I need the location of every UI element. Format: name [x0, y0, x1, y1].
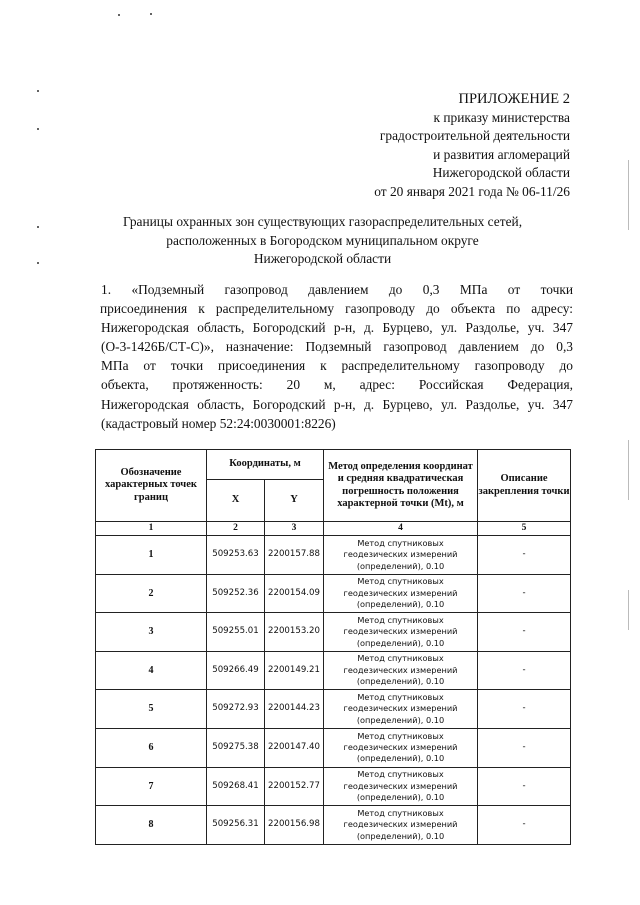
- scan-speck: [118, 14, 120, 16]
- coord-y: 2200157.88: [265, 536, 324, 575]
- point-number: 3: [96, 613, 207, 652]
- point-number: 8: [96, 806, 207, 845]
- paragraph-line: Нижегородская область, Богородский р-н, д. Бурцево, ул. Раздолье, уч. 347: [101, 320, 573, 336]
- scan-edge-line: [628, 440, 629, 500]
- method-cell: Метод спутниковых геодезических измерений (определений), 0.10: [324, 536, 478, 575]
- paragraph-line: (кадастровый номер 52:24:0030001:8226): [101, 415, 336, 431]
- table-row: [96, 613, 571, 652]
- method-cell: Метод спутниковых геодезических измерений (определений), 0.10: [324, 728, 478, 767]
- coord-x: 509275.38: [207, 728, 265, 767]
- column-number: 1: [96, 522, 207, 536]
- appendix-title: ПРИЛОЖЕНИЕ 2: [458, 91, 570, 107]
- title-line: расположенных в Богородском муниципальном округе: [166, 232, 479, 248]
- method-cell: Метод спутниковых геодезических измерений (определений), 0.10: [324, 574, 478, 613]
- object-description: [101, 280, 573, 433]
- scan-edge-line: [628, 160, 629, 230]
- coord-y: 2200147.40: [265, 728, 324, 767]
- scan-speck: [37, 90, 39, 92]
- table-row: [96, 806, 571, 845]
- column-number: 4: [324, 522, 478, 536]
- column-number: 2: [207, 522, 265, 536]
- header-x: X: [207, 480, 265, 522]
- scan-speck: [150, 13, 152, 15]
- method-cell: Метод спутниковых геодезических измерений (определений), 0.10: [324, 806, 478, 845]
- coord-x: 509268.41: [207, 767, 265, 806]
- point-number: 6: [96, 728, 207, 767]
- description-cell: -: [478, 728, 571, 767]
- appendix-line: градостроительной деятельности: [379, 128, 570, 143]
- point-number: 1: [96, 536, 207, 575]
- document-title: [70, 213, 575, 269]
- title-line: Границы охранных зон существующих газораспределительных сетей,: [122, 214, 523, 229]
- paragraph-line: присоединения к распределительному газопроводу до объекта по адресу:: [100, 301, 573, 317]
- method-cell: Метод спутниковых геодезических измерений (определений), 0.10: [324, 690, 478, 729]
- appendix-header: [374, 90, 570, 201]
- appendix-line: Нижегородской области: [432, 165, 570, 180]
- point-number: 7: [96, 767, 207, 806]
- description-cell: -: [478, 690, 571, 729]
- table-row: [96, 536, 571, 575]
- header-y: Y: [265, 480, 324, 522]
- table-row: [96, 690, 571, 729]
- coord-y: 2200149.21: [265, 651, 324, 690]
- header-coordinates: Координаты, м: [207, 450, 324, 480]
- coord-x: 509272.93: [207, 690, 265, 729]
- scan-speck: [37, 226, 39, 228]
- paragraph-line: Нижегородская область, Богородский р-н, д. Бурцево, ул. Раздолье, уч. 347: [101, 396, 573, 412]
- coord-x: 509266.49: [207, 651, 265, 690]
- coord-y: 2200144.23: [265, 690, 324, 729]
- scan-speck: [37, 128, 39, 130]
- scan-speck: [37, 262, 39, 264]
- coord-y: 2200152.77: [265, 767, 324, 806]
- paragraph-line: (О-3-1426Б/СТ-С)», назначение: Подземный газопровод давлением до 0,3: [101, 339, 573, 355]
- paragraph-line: МПа от точки присоединения к распределительному газопроводу до: [101, 358, 573, 374]
- method-cell: Метод спутниковых геодезических измерений (определений), 0.10: [324, 613, 478, 652]
- method-cell: Метод спутниковых геодезических измерений (определений), 0.10: [324, 651, 478, 690]
- appendix-line: от 20 января 2021 года № 06-11/26: [374, 183, 570, 199]
- description-cell: -: [478, 536, 571, 575]
- appendix-line: к приказу министерства: [433, 109, 570, 125]
- column-number: 5: [478, 522, 571, 536]
- column-number: 3: [265, 522, 324, 536]
- coord-y: 2200153.20: [265, 613, 324, 652]
- paragraph-line: 1. «Подземный газопровод давлением до 0,3 МПа от точки: [101, 282, 573, 297]
- point-number: 4: [96, 651, 207, 690]
- coord-y: 2200156.98: [265, 806, 324, 845]
- scan-edge-line: [628, 590, 629, 630]
- description-cell: -: [478, 767, 571, 806]
- coord-x: 509256.31: [207, 806, 265, 845]
- header-point-designation: Обозначение характерных точек границ: [96, 450, 207, 522]
- title-line: Нижегородской области: [253, 251, 392, 266]
- coord-x: 509255.01: [207, 613, 265, 652]
- table-row: [96, 728, 571, 767]
- coord-x: 509252.36: [207, 574, 265, 613]
- table-row: [96, 574, 571, 613]
- method-cell: Метод спутниковых геодезических измерений (определений), 0.10: [324, 767, 478, 806]
- description-cell: -: [478, 574, 571, 613]
- header-description: Описание закрепления точки: [478, 450, 571, 522]
- description-cell: -: [478, 613, 571, 652]
- coord-x: 509253.63: [207, 536, 265, 575]
- description-cell: -: [478, 806, 571, 845]
- header-method: Метод определения координат и средняя квадратическая погрешность положения характерной точки (Mt), м: [324, 450, 478, 522]
- table-row: [96, 767, 571, 806]
- boundary-points-table: [95, 449, 571, 845]
- description-cell: -: [478, 651, 571, 690]
- appendix-line: и развития агломераций: [433, 146, 570, 162]
- point-number: 2: [96, 574, 207, 613]
- paragraph-line: объекта, протяженность: 20 м, адрес: Российская Федерация,: [101, 377, 573, 393]
- point-number: 5: [96, 690, 207, 729]
- coord-y: 2200154.09: [265, 574, 324, 613]
- table-row: [96, 651, 571, 690]
